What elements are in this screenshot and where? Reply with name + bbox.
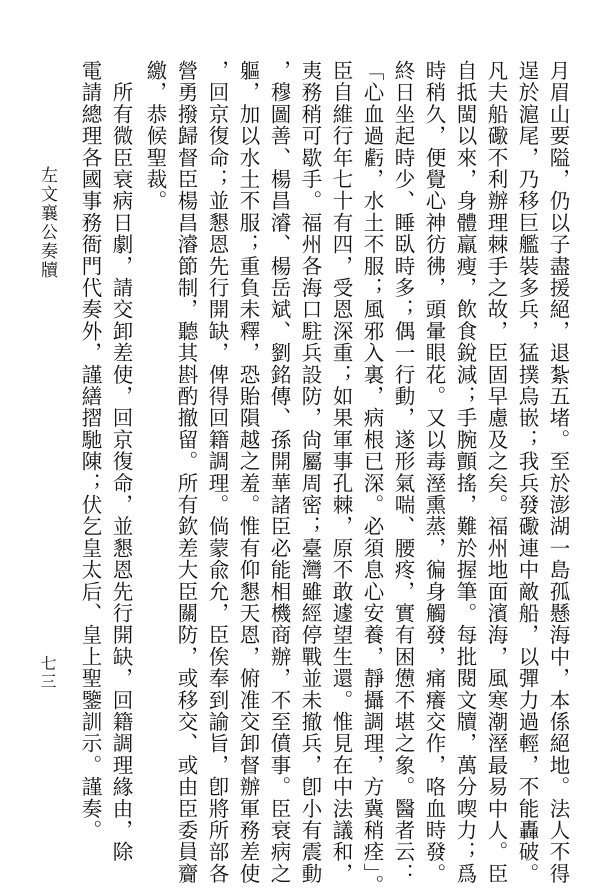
text-column: 臣自維行年七十有四，受恩深重；如果軍事孔棘，原不敢遽望生還。惟見在中法議和，: [329, 60, 353, 885]
text-column: 凡夫船礮不利辦理棘手之故，臣固早慮及之矣。福州地面濱海，風寒潮溼最易中人。臣: [484, 60, 508, 885]
page-number: 七三: [38, 655, 57, 691]
text-column: 自抵閩以來，身體羸瘦，飲食銳減；手腕顫搖，難於握筆。每批閱文牘，萬分喫力；爲: [453, 60, 477, 885]
text-column: 月眉山要隘，仍以子盡援絕，退紮五堵。至於澎湖一島孤懸海中，本係絕地。法人不得: [546, 60, 570, 885]
text-column: ，穆圖善、楊昌濬、楊岳斌、劉銘傳、孫開華諸臣必能相機商辦，不至僨事。臣衰病之: [267, 60, 291, 885]
text-column: 軀，加以水土不服；重負未釋，恐貽隕越之羞。惟有仰懇天恩，俯准交卸督辦軍務差使: [236, 60, 260, 885]
text-column: 所有微臣衰病日劇，請交卸差使，回京復命，並懇恩先行開缺，回籍調理緣由，除: [109, 60, 133, 863]
text-column: 「心血過虧，水土不服；風邪入裏，病根已深。必須息心安養，靜攝調理，方冀稍痊」。: [360, 60, 384, 896]
text-column: 夷務稍可歇手。福州各海口駐兵設防，尙屬周密；臺灣雖經停戰並未撤兵，卽小有震動: [298, 60, 322, 885]
text-column: 逞於滬尾，乃移巨艦裝多兵，猛撲烏嵌；我兵發礮連中敵船，以彈力過輕，不能轟破。: [515, 60, 539, 885]
text-column: 終日坐起時少、睡臥時多；偶一行動，遂形氣喘、腰疼，實有困憊不堪之象。醫者云：: [391, 60, 415, 885]
text-column: 電請總理各國事務衙門代奏外，謹繕摺馳陳；伏乞皇太后、皇上聖鑒訓示。謹奏。: [78, 60, 102, 842]
text-column: 時稍久，便覺心神彷彿，頭暈眼花。又以毒溼熏蒸，徧身觸發，痛癢交作，咯血時發。: [422, 60, 446, 885]
text-column: 繳，恭候聖裁。: [143, 60, 167, 212]
book-title: 左文襄公奏牘: [37, 166, 57, 280]
text-column: 營勇撥歸督臣楊昌濬節制，聽其斟酌撤留。所有欽差大臣關防，或移交、或由臣委員齎: [174, 60, 198, 885]
text-column: ，回京復命；並懇恩先行開缺，俾得回籍調理。倘蒙兪允，臣俟奉到諭旨，卽將所部各: [205, 60, 229, 885]
